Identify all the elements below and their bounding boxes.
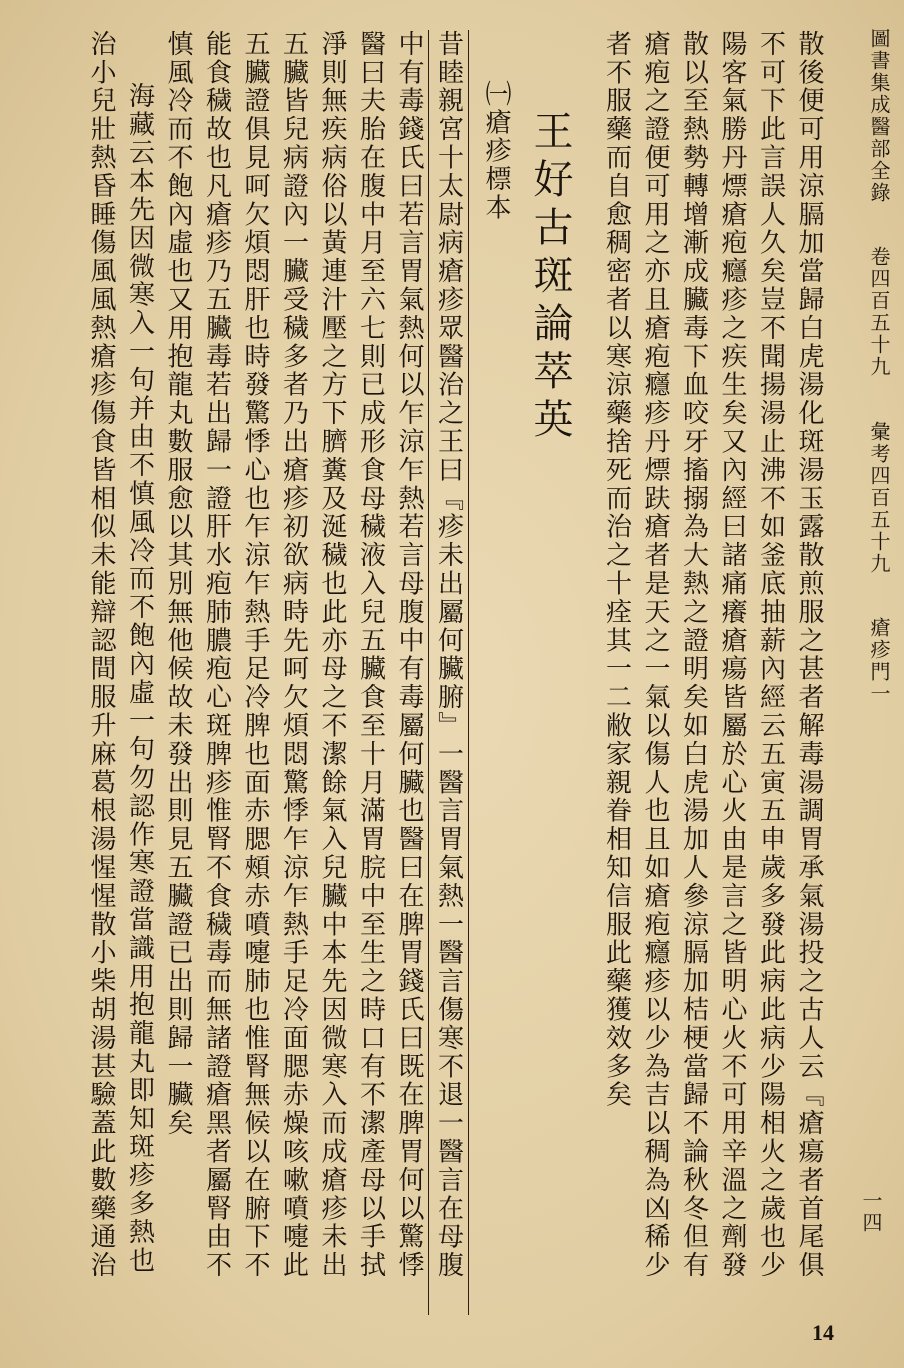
running-head-category: 瘡疹門一 (867, 617, 891, 706)
subsection-title: ㈠瘡疹標本 (481, 80, 511, 222)
text-column: 五臟皆兒病證內一臟受穢多者乃出瘡疹初欲病時先呵欠煩悶驚悸乍涼乍熱手足冷面腮赤燥咳嗽噴嚏此 (278, 30, 309, 1280)
text-column: 慎風冷而不飽內虛也又用抱龍丸數服愈以其別無他候故未發出則見五臟證已出則歸一臟矣 (163, 30, 193, 1138)
text-column: 中有毒錢氏曰若言胃氣熱何以乍涼乍熱若言母腹中有毒屬何臟也醫曰在脾胃錢氏曰既在脾胃何以驚悸 (394, 30, 424, 1280)
text-column: 不可下此言誤人久矣豈不聞揚湯止沸不如釜底抽薪內經云五寅五申歲多發此病此病少陽相火之歲也少 (755, 30, 786, 1280)
section-title: 王好古斑論萃英 (527, 110, 573, 446)
text-column: 昔睦親宮十太尉病瘡疹眾醫治之王曰『疹未出屬何臟腑』一醫言胃氣熱一醫言傷寒不退一醫言在母腹 (428, 30, 469, 1315)
text-column: 五臟證俱見呵欠煩悶肝也時發驚悸心也乍涼乍熱手足冷脾也面赤腮頰赤噴嚏肺也惟腎無候以在腑下不 (240, 30, 270, 1280)
text-column: 者不服藥而自愈稠密者以寒涼藥捨死而治之十痊其一二敝家親眷相知信服此藥獲效多矣 (601, 30, 632, 1110)
running-head (836, 28, 894, 1268)
page-number: 14 (812, 1320, 834, 1345)
text-column: 海藏云本先因微寒入一句并由不慎風冷而不飽內虛一句勿認作寒證當識用抱龍丸即知斑疹多熱也 (124, 82, 155, 1275)
running-head-page-cn: 一四 (859, 1190, 883, 1234)
text-column: 散後便可用涼膈加當歸白虎湯化斑湯玉露散煎服之甚者解毒湯調胃承氣湯投之古人云『瘡瘍者首尾俱 (794, 30, 824, 1280)
text-column: 淨則無疾病俗以黃連汁壓之方下臍糞及涎穢也此亦母之不潔餘氣入兒臟中本先因微寒入而成瘡疹未出 (317, 30, 347, 1280)
text-column: 治小兒壯熱昏睡傷風風熱瘡疹傷食皆相似未能辯認間服升麻葛根湯惺惺散小柴胡湯甚驗蓋此數藥通治 (86, 30, 116, 1280)
text-column: 散以至熱勢轉增漸成臟毒下血咬牙搐搦為大熱之證明矣如白虎湯加人參涼膈加桔梗當歸不論秋冬但有 (678, 30, 709, 1280)
running-head-section: 彙考四百五十九 (867, 420, 891, 575)
running-head-volume: 卷四百五十九 (867, 246, 891, 379)
running-head-book: 圖書集成醫部全錄 (867, 28, 891, 204)
text-column: 醫曰夫胎在腹中月至六七則已成形食母穢液入兒五臟食至十月滿胃脘中至生之時口有不潔產母以手拭 (355, 30, 386, 1280)
main-text (22, 30, 828, 1315)
text-column: 能食穢故也凡瘡疹乃五臟毒若出歸一證肝水疱肺膿疱心斑脾疹惟腎不食穢毒而無諸證瘡黑者屬腎由不 (201, 30, 232, 1280)
text-column: 陽客氣勝丹熛瘡疱癮疹之疾生矣又內經曰諸痛癢瘡瘍皆屬於心火由是言之皆明心火不可用辛溫之劑發 (717, 30, 747, 1280)
text-column: 瘡疱之證便可用之亦且瘡疱癮疹丹熛趺瘡者是天之一氣以傷人也且如瘡疱癮疹以少為吉以稠為凶稀少 (640, 30, 670, 1280)
